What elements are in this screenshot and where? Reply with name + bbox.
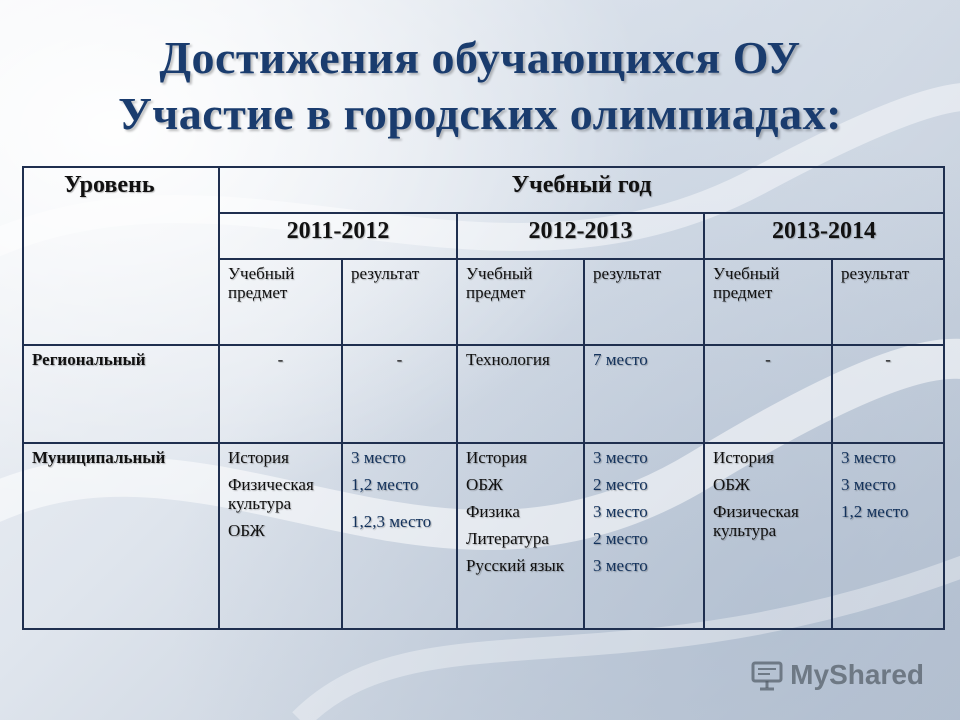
presentation-board-icon xyxy=(750,658,784,692)
cell-value: - xyxy=(277,350,284,369)
cell-value: 3 место xyxy=(351,448,406,467)
cell-value: ОБЖ xyxy=(466,475,503,494)
cell-municipal-2013-subject xyxy=(704,443,832,629)
cell-regional-2012-result xyxy=(584,345,704,443)
cell-municipal-2011-result xyxy=(342,443,457,629)
result-header: результат xyxy=(832,259,944,345)
cell-regional-2012-subject xyxy=(457,345,584,443)
cell-value: Русский язык xyxy=(466,556,564,575)
watermark-text: MyShared xyxy=(790,659,924,690)
cell-value: Литература xyxy=(466,529,549,548)
cell-value: История xyxy=(228,448,289,467)
cell-municipal-2012-subject xyxy=(457,443,584,629)
cell-regional-2013-subject xyxy=(704,345,832,443)
cell-value: 1,2 место xyxy=(351,475,419,494)
result-header: результат xyxy=(584,259,704,345)
cell-value: - xyxy=(885,350,891,369)
cell-value: ОБЖ xyxy=(228,521,265,540)
cell-regional-2011-result xyxy=(342,345,457,443)
subject-header: Учебный предмет xyxy=(704,259,832,345)
cell-municipal-2013-result xyxy=(832,443,944,629)
year-2013-2014-header: 2013-2014 xyxy=(704,213,944,259)
cell-value: Физическая культура xyxy=(713,502,799,540)
title-line-1: Достижения обучающихся ОУ xyxy=(159,32,801,83)
cell-value: 2 место xyxy=(593,529,648,548)
watermark xyxy=(750,658,924,692)
cell-value: 3 место xyxy=(593,556,648,575)
cell-regional-2011-subject xyxy=(219,345,342,443)
cell-value: 2 место xyxy=(593,475,648,494)
cell-value: 1,2,3 место xyxy=(351,512,432,531)
title-line-2: Участие в городских олимпиадах: xyxy=(118,88,842,139)
subject-header: Учебный предмет xyxy=(457,259,584,345)
level-header: Уровень xyxy=(23,167,219,345)
result-header: результат xyxy=(342,259,457,345)
row-label-regional: Региональный xyxy=(23,345,219,443)
slide-title xyxy=(0,30,960,142)
cell-value: 3 место xyxy=(841,448,896,467)
cell-value: 7 место xyxy=(593,350,648,369)
cell-regional-2013-result xyxy=(832,345,944,443)
cell-value: Физика xyxy=(466,502,520,521)
cell-value: - xyxy=(396,350,403,369)
cell-value: 3 место xyxy=(593,502,648,521)
cell-value: История xyxy=(713,448,774,467)
cell-value: 1,2 место xyxy=(841,502,909,521)
year-2012-2013-header: 2012-2013 xyxy=(457,213,704,259)
table-row-municipal xyxy=(23,443,944,629)
cell-value: ОБЖ xyxy=(713,475,750,494)
school-year-header: Учебный год xyxy=(219,167,944,213)
cell-value: 3 место xyxy=(841,475,896,494)
table-row-regional xyxy=(23,345,944,443)
cell-value: История xyxy=(466,448,527,467)
cell-value: 3 место xyxy=(593,448,648,467)
cell-value: Физическая культура xyxy=(228,475,314,513)
achievements-table xyxy=(22,166,945,630)
cell-value: Технология xyxy=(466,350,550,369)
subject-header: Учебный предмет xyxy=(219,259,342,345)
cell-value: - xyxy=(765,350,771,369)
table-header-row xyxy=(23,167,944,213)
row-label-municipal: Муниципальный xyxy=(23,443,219,629)
cell-municipal-2011-subject xyxy=(219,443,342,629)
year-2011-2012-header: 2011-2012 xyxy=(219,213,457,259)
cell-municipal-2012-result xyxy=(584,443,704,629)
